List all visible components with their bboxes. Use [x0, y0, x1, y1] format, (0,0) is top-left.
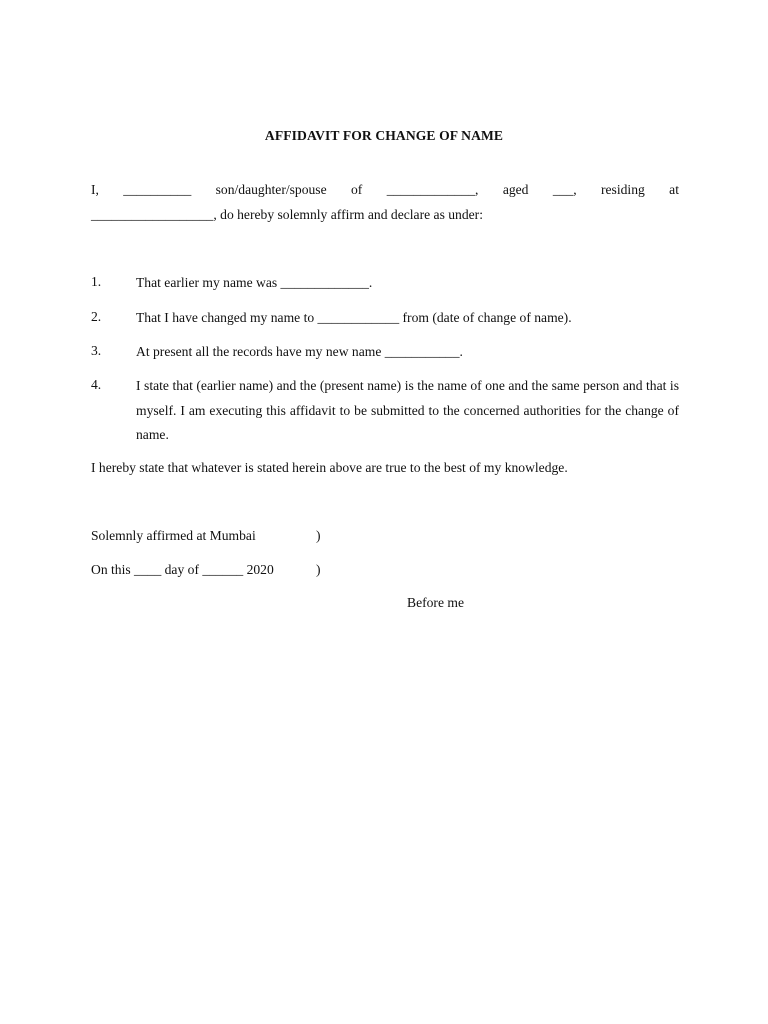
intro-word: residing [601, 182, 645, 197]
item-text: That earlier my name was _____________. [136, 275, 373, 290]
item-text: At present all the records have my new name ___________. [136, 344, 463, 359]
item-number: 1. [91, 274, 102, 289]
intro-word: ___, [552, 182, 577, 197]
intro-word: aged [502, 182, 529, 197]
intro-word: of [351, 182, 363, 197]
declaration-text: I hereby state that whatever is stated herein above are true to the best of my knowledge. [91, 460, 568, 475]
intro-word: __________ [123, 182, 192, 197]
intro-word: I, [91, 182, 99, 197]
affirmed-place-line: Solemnly affirmed at Mumbai [91, 528, 256, 543]
document-title: AFFIDAVIT FOR CHANGE OF NAME [264, 128, 504, 143]
affirmation-bracket: ) [316, 528, 321, 543]
intro-word: _____________, [386, 182, 479, 197]
item-text: I state that (earlier name) and the (present name) is the name of one and the same person and that is myself. I am executing this affidavit to be submitted to the concerned authorities for the change of name. [136, 378, 679, 442]
intro-line-1 [91, 182, 679, 198]
intro-word: at [669, 182, 679, 197]
item-text: That I have changed my name to ____________ from (date of change of name). [136, 310, 572, 325]
affirmed-date-line: On this ____ day of ______ 2020 [91, 562, 274, 577]
item-number: 4. [91, 377, 102, 392]
affirmation-bracket: ) [316, 562, 321, 577]
item-number: 2. [91, 309, 102, 324]
intro-line-2: __________________, do hereby solemnly affirm and declare as under: [91, 207, 483, 222]
intro-word: son/daughter/spouse [215, 182, 327, 197]
before-me-text: Before me [407, 595, 464, 610]
item-number: 3. [91, 343, 102, 358]
